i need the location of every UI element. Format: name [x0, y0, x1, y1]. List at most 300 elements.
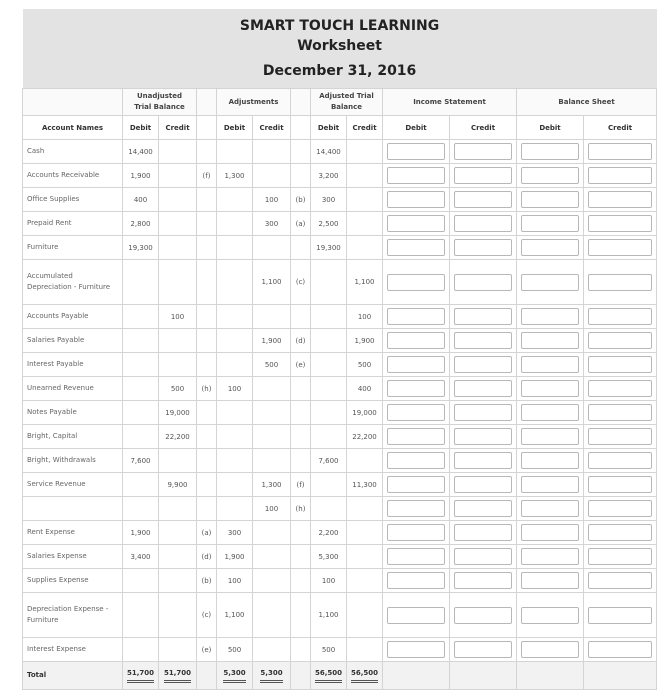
income-statement-debit-input[interactable]: [387, 452, 445, 469]
balance-sheet-debit-input[interactable]: [521, 641, 579, 658]
total-ref-blank: [291, 662, 311, 690]
balance-sheet-credit-input-cell: [584, 638, 657, 662]
account-name: Salaries Payable: [23, 329, 123, 353]
adjustment-ref-debit: (h): [197, 377, 217, 401]
adjustment-ref-debit: (a): [197, 521, 217, 545]
adjusted-debit: 1,100: [311, 593, 347, 638]
income-statement-credit-input-cell: [450, 425, 517, 449]
income-statement-credit-input[interactable]: [454, 356, 512, 373]
worksheet-row: [23, 212, 657, 236]
unadjusted-credit: [159, 638, 197, 662]
adjusted-credit: [347, 212, 383, 236]
income-statement-debit-input[interactable]: [387, 548, 445, 565]
income-statement-credit-input[interactable]: [454, 215, 512, 232]
income-statement-debit-input[interactable]: [387, 607, 445, 624]
adjustment-ref-credit: (h): [291, 497, 311, 521]
unadjusted-label-line1: Unadjusted: [136, 92, 183, 100]
adjustment-debit: [217, 236, 253, 260]
unadjusted-debit: 14,400: [123, 140, 159, 164]
balance-sheet-debit-input[interactable]: [521, 215, 579, 232]
adjustments-credit-header: Credit: [253, 116, 291, 140]
group-header-adjusted: [311, 89, 383, 116]
adjustment-ref-debit: [197, 305, 217, 329]
balance-sheet-credit-input[interactable]: [588, 524, 652, 541]
unadjusted-debit: [123, 377, 159, 401]
income-statement-credit-input[interactable]: [454, 308, 512, 325]
income-statement-debit-input-cell: [383, 401, 450, 425]
balance-sheet-credit-input-cell: [584, 377, 657, 401]
adjustment-debit: [217, 260, 253, 305]
income-statement-credit-input[interactable]: [454, 548, 512, 565]
account-name: Interest Expense: [23, 638, 123, 662]
unadjusted-credit: [159, 521, 197, 545]
adjustment-ref-credit: [291, 449, 311, 473]
account-name: Accumulated Depreciation - Furniture: [23, 260, 123, 305]
balance-sheet-credit-input[interactable]: [588, 428, 652, 445]
income-statement-debit-input-cell: [383, 569, 450, 593]
worksheet-row: [23, 473, 657, 497]
adjustment-credit: [253, 569, 291, 593]
adjustment-debit: [217, 425, 253, 449]
income-statement-debit-input[interactable]: [387, 167, 445, 184]
account-name: Accounts Receivable: [23, 164, 123, 188]
unadjusted-credit: [159, 593, 197, 638]
worksheet-row: [23, 305, 657, 329]
balance-sheet-debit-input[interactable]: [521, 428, 579, 445]
adjustment-debit: [217, 329, 253, 353]
worksheet-row: [23, 164, 657, 188]
adjustment-credit: 500: [253, 353, 291, 377]
balance-sheet-credit-input-cell: [584, 329, 657, 353]
balance-sheet-debit-input[interactable]: [521, 572, 579, 589]
balance-sheet-credit-input[interactable]: [588, 607, 652, 624]
adjustment-credit: 100: [253, 497, 291, 521]
adjusted-debit-header: Debit: [311, 116, 347, 140]
adjusted-debit: [311, 305, 347, 329]
balance-sheet-debit-input-cell: [517, 164, 584, 188]
income-statement-credit-input-cell: [450, 329, 517, 353]
balance-sheet-debit-input[interactable]: [521, 476, 579, 493]
balance-sheet-debit-input[interactable]: [521, 239, 579, 256]
adjustment-credit: [253, 377, 291, 401]
balance-sheet-debit-input[interactable]: [521, 191, 579, 208]
balance-sheet-credit-input-cell: [584, 497, 657, 521]
balance-sheet-credit-input-cell: [584, 473, 657, 497]
income-statement-credit-input[interactable]: [454, 404, 512, 421]
income-statement-debit-input[interactable]: [387, 191, 445, 208]
ref-header: [197, 116, 217, 140]
account-name: Office Supplies: [23, 188, 123, 212]
unadjusted-credit: [159, 212, 197, 236]
worksheet-row: [23, 401, 657, 425]
adjustment-credit: [253, 521, 291, 545]
account-name: Furniture: [23, 236, 123, 260]
adjusted-debit: 300: [311, 188, 347, 212]
balance-sheet-debit-input-cell: [517, 473, 584, 497]
total-income-debit: [383, 662, 450, 690]
adjusted-credit: [347, 236, 383, 260]
balance-sheet-debit-input-cell: [517, 305, 584, 329]
total-label: Total: [23, 662, 123, 690]
unadjusted-debit: [123, 353, 159, 377]
balance-sheet-credit-input[interactable]: [588, 452, 652, 469]
balance-sheet-debit-input-cell: [517, 593, 584, 638]
balance-sheet-credit-input-cell: [584, 212, 657, 236]
balance-sheet-credit-input[interactable]: [588, 308, 652, 325]
adjustment-debit: 300: [217, 521, 253, 545]
income-statement-credit-input[interactable]: [454, 500, 512, 517]
unadjusted-credit: 100: [159, 305, 197, 329]
balance-sheet-debit-input[interactable]: [521, 524, 579, 541]
worksheet-table: [22, 9, 657, 690]
unadjusted-credit: [159, 353, 197, 377]
income-statement-credit-input[interactable]: [454, 380, 512, 397]
worksheet-row: [23, 140, 657, 164]
balance-sheet-debit-input-cell: [517, 353, 584, 377]
adjustment-ref-credit: [291, 305, 311, 329]
worksheet-row: [23, 638, 657, 662]
unadjusted-credit: [159, 569, 197, 593]
income-statement-debit-input-cell: [383, 260, 450, 305]
unadjusted-debit: [123, 260, 159, 305]
balance-sheet-credit-input-cell: [584, 401, 657, 425]
total-balance-debit: [517, 662, 584, 690]
account-name: Supplies Expense: [23, 569, 123, 593]
unadjusted-debit: [123, 593, 159, 638]
unadjusted-debit: 3,400: [123, 545, 159, 569]
income-statement-credit-input[interactable]: [454, 524, 512, 541]
adjustment-ref-debit: [197, 401, 217, 425]
adjusted-debit: 5,300: [311, 545, 347, 569]
income-statement-credit-input-cell: [450, 353, 517, 377]
worksheet-row: [23, 521, 657, 545]
adjusted-debit: [311, 401, 347, 425]
account-name: Accounts Payable: [23, 305, 123, 329]
balance-sheet-credit-input[interactable]: [588, 274, 652, 291]
worksheet-title: Worksheet: [23, 34, 657, 58]
adjusted-credit: [347, 521, 383, 545]
adjusted-debit: 2,500: [311, 212, 347, 236]
unadjusted-debit-header: Debit: [123, 116, 159, 140]
income-statement-debit-input-cell: [383, 521, 450, 545]
account-name: [23, 497, 123, 521]
adjustment-ref-debit: [197, 473, 217, 497]
unadjusted-debit: [123, 569, 159, 593]
adjusted-debit: [311, 473, 347, 497]
total-unadjusted-credit: 51,700: [164, 669, 191, 683]
unadjusted-credit: [159, 329, 197, 353]
adjustment-debit: [217, 353, 253, 377]
unadjusted-debit: 2,800: [123, 212, 159, 236]
adjustment-debit: [217, 140, 253, 164]
group-header-adjustments: Adjustments: [217, 89, 291, 116]
income-statement-debit-input[interactable]: [387, 641, 445, 658]
adjusted-credit: 1,900: [347, 329, 383, 353]
income-credit-header: Credit: [450, 116, 517, 140]
adjustment-ref-debit: (f): [197, 164, 217, 188]
unadjusted-debit: [123, 497, 159, 521]
unadjusted-credit: [159, 236, 197, 260]
income-debit-header: Debit: [383, 116, 450, 140]
adjustments-debit-header: Debit: [217, 116, 253, 140]
unadjusted-credit: [159, 164, 197, 188]
balance-sheet-credit-input[interactable]: [588, 380, 652, 397]
adjustment-ref-credit: (f): [291, 473, 311, 497]
balance-sheet-credit-input[interactable]: [588, 572, 652, 589]
income-statement-debit-input[interactable]: [387, 356, 445, 373]
income-statement-debit-input[interactable]: [387, 380, 445, 397]
unadjusted-debit: [123, 473, 159, 497]
adjustment-ref-debit: [197, 329, 217, 353]
income-statement-debit-input-cell: [383, 473, 450, 497]
balance-sheet-credit-input[interactable]: [588, 500, 652, 517]
adjustment-ref-credit: [291, 545, 311, 569]
income-statement-debit-input[interactable]: [387, 404, 445, 421]
income-statement-credit-input[interactable]: [454, 641, 512, 658]
adjustment-ref-debit: (e): [197, 638, 217, 662]
adjusted-debit: 19,300: [311, 236, 347, 260]
unadjusted-credit: [159, 140, 197, 164]
income-statement-credit-input-cell: [450, 236, 517, 260]
balance-credit-header: Credit: [584, 116, 657, 140]
balance-sheet-credit-input[interactable]: [588, 356, 652, 373]
balance-sheet-credit-input-cell: [584, 521, 657, 545]
adjustment-credit: [253, 638, 291, 662]
adjustment-ref-debit: [197, 140, 217, 164]
adjustment-debit: [217, 497, 253, 521]
income-statement-debit-input-cell: [383, 305, 450, 329]
unadjusted-debit: 1,900: [123, 164, 159, 188]
income-statement-credit-input[interactable]: [454, 167, 512, 184]
balance-sheet-debit-input[interactable]: [521, 380, 579, 397]
income-statement-credit-input[interactable]: [454, 239, 512, 256]
income-statement-debit-input[interactable]: [387, 274, 445, 291]
group-header-balance-sheet: Balance Sheet: [517, 89, 657, 116]
balance-sheet-credit-input-cell: [584, 449, 657, 473]
adjusted-credit: [347, 164, 383, 188]
income-statement-credit-input-cell: [450, 569, 517, 593]
balance-sheet-debit-input-cell: [517, 449, 584, 473]
adjusted-credit: 11,300: [347, 473, 383, 497]
adjusted-debit: [311, 353, 347, 377]
income-statement-credit-input-cell: [450, 260, 517, 305]
balance-sheet-credit-input[interactable]: [588, 143, 652, 160]
income-statement-credit-input-cell: [450, 521, 517, 545]
balance-sheet-debit-input[interactable]: [521, 548, 579, 565]
income-statement-credit-input-cell: [450, 638, 517, 662]
balance-sheet-debit-input[interactable]: [521, 607, 579, 624]
unadjusted-credit: 9,900: [159, 473, 197, 497]
account-name: Prepaid Rent: [23, 212, 123, 236]
adjustment-ref-debit: [197, 188, 217, 212]
account-name: Interest Payable: [23, 353, 123, 377]
adjusted-debit: [311, 377, 347, 401]
group-header-ref-blank: [197, 89, 217, 116]
income-statement-debit-input-cell: [383, 353, 450, 377]
balance-sheet-debit-input[interactable]: [521, 356, 579, 373]
balance-sheet-debit-input-cell: [517, 236, 584, 260]
income-statement-debit-input[interactable]: [387, 500, 445, 517]
balance-sheet-credit-input[interactable]: [588, 215, 652, 232]
balance-sheet-debit-input[interactable]: [521, 308, 579, 325]
unadjusted-credit: 22,200: [159, 425, 197, 449]
account-name: Bright, Withdrawals: [23, 449, 123, 473]
income-statement-debit-input-cell: [383, 140, 450, 164]
adjusted-debit: [311, 497, 347, 521]
unadjusted-credit: [159, 188, 197, 212]
adjustment-credit: [253, 236, 291, 260]
income-statement-debit-input[interactable]: [387, 428, 445, 445]
income-statement-credit-input[interactable]: [454, 476, 512, 493]
income-statement-debit-input[interactable]: [387, 524, 445, 541]
adjustment-debit: [217, 212, 253, 236]
balance-sheet-credit-input[interactable]: [588, 239, 652, 256]
adjusted-credit: [347, 188, 383, 212]
balance-sheet-debit-input[interactable]: [521, 143, 579, 160]
income-statement-credit-input[interactable]: [454, 143, 512, 160]
adjustment-credit: [253, 140, 291, 164]
income-statement-credit-input[interactable]: [454, 428, 512, 445]
balance-sheet-credit-input[interactable]: [588, 167, 652, 184]
unadjusted-credit: [159, 545, 197, 569]
income-statement-debit-input-cell: [383, 425, 450, 449]
adjustment-credit: [253, 593, 291, 638]
adjustment-debit: 1,900: [217, 545, 253, 569]
account-name: Depreciation Expense - Furniture: [23, 593, 123, 638]
income-statement-debit-input[interactable]: [387, 332, 445, 349]
balance-sheet-credit-input[interactable]: [588, 404, 652, 421]
group-header-income-statement: Income Statement: [383, 89, 517, 116]
worksheet-row: [23, 545, 657, 569]
income-statement-debit-input-cell: [383, 638, 450, 662]
adjustment-credit: [253, 449, 291, 473]
unadjusted-debit: 400: [123, 188, 159, 212]
adjustment-debit: [217, 401, 253, 425]
balance-sheet-debit-input[interactable]: [521, 452, 579, 469]
adjusted-credit-header: Credit: [347, 116, 383, 140]
adjustment-ref-debit: [197, 260, 217, 305]
balance-sheet-credit-input-cell: [584, 188, 657, 212]
income-statement-credit-input[interactable]: [454, 572, 512, 589]
income-statement-debit-input[interactable]: [387, 239, 445, 256]
income-statement-credit-input[interactable]: [454, 452, 512, 469]
income-statement-debit-input-cell: [383, 212, 450, 236]
income-statement-credit-input[interactable]: [454, 332, 512, 349]
adjustment-credit: 1,300: [253, 473, 291, 497]
worksheet-row: [23, 377, 657, 401]
balance-sheet-debit-input[interactable]: [521, 500, 579, 517]
account-name: Salaries Expense: [23, 545, 123, 569]
unadjusted-label-line2: Trial Balance: [134, 103, 185, 111]
worksheet-row: [23, 593, 657, 638]
worksheet-row: [23, 425, 657, 449]
adjustment-credit: 1,900: [253, 329, 291, 353]
unadjusted-credit: 19,000: [159, 401, 197, 425]
account-name: Bright, Capital: [23, 425, 123, 449]
adjustment-credit: 1,100: [253, 260, 291, 305]
adjustment-ref-debit: (b): [197, 569, 217, 593]
adjusted-credit: [347, 569, 383, 593]
adjustment-ref-debit: [197, 353, 217, 377]
balance-sheet-credit-input-cell: [584, 140, 657, 164]
income-statement-credit-input-cell: [450, 140, 517, 164]
income-statement-credit-input[interactable]: [454, 191, 512, 208]
balance-sheet-debit-input[interactable]: [521, 332, 579, 349]
adjusted-debit: 100: [311, 569, 347, 593]
income-statement-debit-input[interactable]: [387, 308, 445, 325]
income-statement-credit-input-cell: [450, 377, 517, 401]
total-adjustments-debit: 5,300: [223, 669, 245, 683]
balance-sheet-credit-input[interactable]: [588, 332, 652, 349]
balance-sheet-credit-input[interactable]: [588, 476, 652, 493]
adjusted-credit: [347, 449, 383, 473]
income-statement-credit-input[interactable]: [454, 607, 512, 624]
total-adjusted-debit: 56,500: [315, 669, 342, 683]
adjustment-ref-debit: (d): [197, 545, 217, 569]
income-statement-debit-input[interactable]: [387, 572, 445, 589]
balance-sheet-credit-input[interactable]: [588, 641, 652, 658]
adjusted-credit: [347, 545, 383, 569]
income-statement-credit-input-cell: [450, 164, 517, 188]
total-balance-credit: [584, 662, 657, 690]
income-statement-debit-input-cell: [383, 377, 450, 401]
balance-sheet-credit-input[interactable]: [588, 191, 652, 208]
adjustment-ref-credit: [291, 521, 311, 545]
balance-sheet-credit-input-cell: [584, 260, 657, 305]
adjustment-ref-credit: (c): [291, 260, 311, 305]
balance-sheet-credit-input-cell: [584, 353, 657, 377]
balance-sheet-credit-input[interactable]: [588, 548, 652, 565]
worksheet-row: [23, 260, 657, 305]
income-statement-credit-input-cell: [450, 188, 517, 212]
adjustment-debit: [217, 449, 253, 473]
income-statement-credit-input-cell: [450, 545, 517, 569]
adjustment-debit: [217, 305, 253, 329]
balance-sheet-debit-input-cell: [517, 188, 584, 212]
adjustment-ref-debit: [197, 449, 217, 473]
adjustment-ref-credit: (e): [291, 353, 311, 377]
income-statement-debit-input[interactable]: [387, 143, 445, 160]
adjustment-ref-debit: [197, 425, 217, 449]
balance-sheet-credit-input-cell: [584, 569, 657, 593]
adjusted-label-line1: Adjusted Trial: [319, 92, 374, 100]
adjustment-credit: [253, 164, 291, 188]
balance-sheet-debit-input[interactable]: [521, 274, 579, 291]
adjustment-ref-credit: [291, 164, 311, 188]
worksheet-row: [23, 449, 657, 473]
income-statement-credit-input-cell: [450, 449, 517, 473]
adjusted-credit: 19,000: [347, 401, 383, 425]
income-statement-debit-input[interactable]: [387, 215, 445, 232]
income-statement-debit-input[interactable]: [387, 476, 445, 493]
unadjusted-credit: 500: [159, 377, 197, 401]
adjusted-debit: 3,200: [311, 164, 347, 188]
adjustment-ref-credit: [291, 425, 311, 449]
worksheet-row: [23, 569, 657, 593]
adjusted-debit: 7,600: [311, 449, 347, 473]
account-name: Notes Payable: [23, 401, 123, 425]
balance-sheet-debit-input[interactable]: [521, 404, 579, 421]
income-statement-credit-input[interactable]: [454, 274, 512, 291]
adjustment-debit: 500: [217, 638, 253, 662]
balance-sheet-debit-input-cell: [517, 569, 584, 593]
total-unadjusted-debit: 51,700: [127, 669, 154, 683]
adjustment-ref-debit: [197, 212, 217, 236]
adjustment-credit: [253, 425, 291, 449]
income-statement-credit-input-cell: [450, 593, 517, 638]
worksheet-row: [23, 329, 657, 353]
balance-sheet-debit-input[interactable]: [521, 167, 579, 184]
